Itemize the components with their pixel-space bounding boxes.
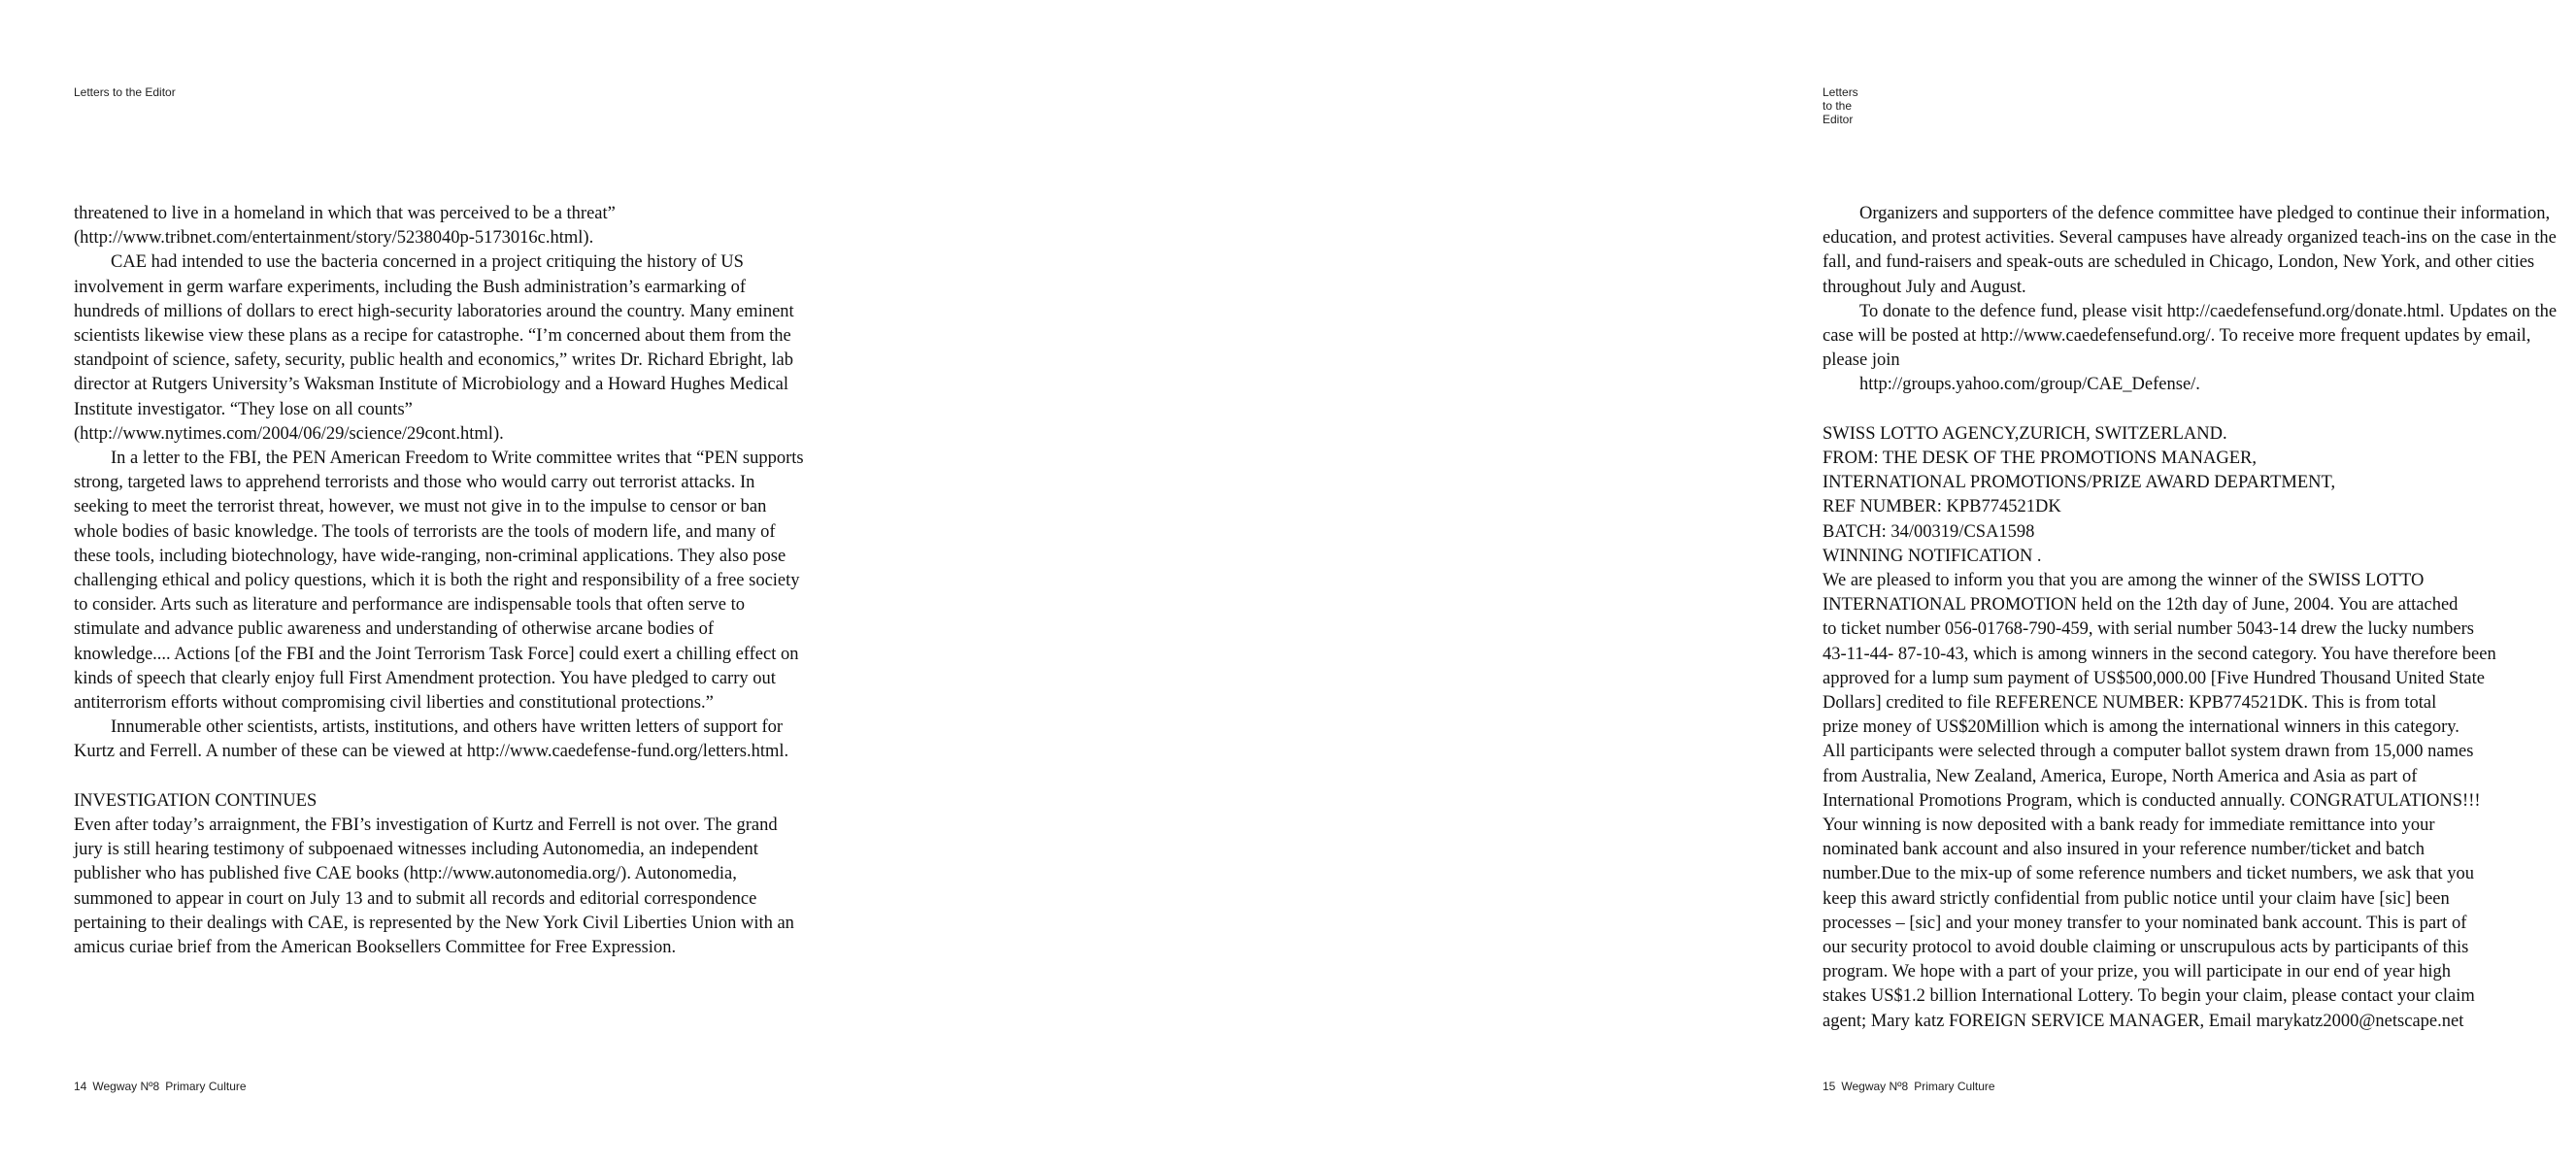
lotto-line: FROM: THE DESK OF THE PROMOTIONS MANAGER, [1823, 449, 2257, 469]
paragraph: Organizers and supporters of the defence committee have pledged to continue their information, education, and protest activities. Several campuses have already organized teach-ins on the case in the fall, and fund-raisers and speak-outs are scheduled in Chicago, London, New York, and other cities throughout July and August. [1823, 204, 2557, 297]
lotto-line: REF NUMBER: KPB774521DK [1823, 497, 2061, 517]
lotto-body-line: processes – [sic] and your money transfer to your nominated bank account. This is part of [1823, 913, 2467, 933]
publication-name: Wegway Nº8 [92, 1080, 160, 1093]
lotto-body-line: program. We hope with a part of your prize, you will participate in our end of year high [1823, 962, 2452, 982]
paragraph: To donate to the defence fund, please visit http://caedefensefund.org/donate.html. Updates on the case will be posted at http://www.caedefensefund.org/. To receive more frequent updates by email, please join [1823, 301, 2558, 371]
lotto-body-line: from Australia, New Zealand, America, Europe, North America and Asia as part of [1823, 766, 2418, 786]
left-page [0, 0, 874, 1165]
lotto-body [1823, 569, 2576, 1034]
section-heading: INVESTIGATION CONTINUES [74, 790, 318, 811]
right-page [874, 0, 2558, 1165]
lotto-body-line: keep this award strictly confidential from public notice until your claim have [sic] been [1823, 888, 2450, 909]
lotto-body-line: agent; Mary katz FOREIGN SERVICE MANAGER, Email marykatz2000@netscape.net [1823, 1011, 2464, 1031]
lotto-body-line: stakes US$1.2 billion International Lottery. To begin your claim, please contact your claim [1823, 986, 2475, 1007]
lotto-line: SWISS LOTTO AGENCY,ZURICH, SWITZERLAND. [1823, 423, 2227, 444]
lotto-body-line: International Promotions Program, which is conducted annually. CONGRATULATIONS!!! [1823, 790, 2481, 811]
running-head: Letters to the Editor [74, 85, 176, 99]
lotto-body-line: Dollars] credited to file REFERENCE NUMBER: KPB774521DK. This is from total [1823, 693, 2437, 714]
paragraph: In a letter to the FBI, the PEN American Freedom to Write committee writes that “PEN supports strong, targeted laws to apprehend terrorists and those who would carry out terrorist attacks. In seeking to meet the terrorist threat, however, we must not give in to the impulse to censor or ban whole bodies of basic knowledge. The tools of terrorists are the tools of modern life, and many of these tools, including biotechnology, have wide-ranging, non-criminal applications. They also pose challenging ethical and policy questions, which it is both the right and responsibility of a free society to consider. Arts such as literature and performance are indispensable tools that often serve to stimulate and advance public awareness and understanding of otherwise arcane bodies of knowledge.... Actions [of the FBI and the Joint Terrorism Task Force] could exert a chilling effect on kinds of speech that clearly enjoy full First Amendment protection. You have pledged to carry out antiterrorism efforts without compromising civil liberties and constitutional protections.” [74, 449, 804, 714]
body-text [74, 202, 804, 960]
lotto-body-line: approved for a lump sum payment of US$500,000.00 [Five Hundred Thousand United State [1823, 668, 2485, 688]
body-text [1823, 202, 2576, 1034]
page-footer [1823, 1080, 2001, 1093]
running-head: Letters to the Editor [1823, 85, 1858, 126]
paragraph: threatened to live in a homeland in which that was perceived to be a threat” (http://www.tribnet.com/entertainment/story/5238040p-5173016c.html). [74, 204, 616, 249]
paragraph: Innumerable other scientists, artists, institutions, and others have written letters of support for Kurtz and Ferrell. A number of these can be viewed at http://www.caedefense-fund.org/letters.html. [74, 717, 789, 762]
lotto-body-line: Your winning is now deposited with a bank ready for immediate remittance into your [1823, 816, 2435, 836]
paragraph: CAE had intended to use the bacteria concerned in a project critiquing the history of US involvement in germ warfare experiments, including the Bush administration’s earmarking of hundreds of millions of dollars to erect high-security laboratories around the country. Many eminent scientists likewise view these plans as a recipe for catastrophe. “I’m concerned about them from the standpoint of science, safety, security, public health and economics,” writes Dr. Richard Ebright, lab director at Rutgers University’s Waksman Institute of Microbiology and a Howard Hughes Medical Institute investigator. “They lose on all counts” (http://www.nytimes.com/2004/06/29/science/29cont.html). [74, 252, 794, 444]
lotto-body-line: INTERNATIONAL PROMOTION held on the 12th day of June, 2004. You are attached [1823, 595, 2459, 616]
section-name: Primary Culture [1914, 1080, 1995, 1093]
lotto-body-line: nominated bank account and also insured in your reference number/ticket and batch [1823, 840, 2425, 860]
lotto-line: WINNING NOTIFICATION . [1823, 546, 2042, 566]
lotto-body-line: All participants were selected through a computer ballot system drawn from 15,000 names [1823, 742, 2474, 762]
lotto-body-line: our security protocol to avoid double claiming or unscrupulous acts by participants of this [1823, 938, 2469, 958]
page-number: 14 [74, 1080, 87, 1093]
lotto-header [1823, 422, 2576, 569]
lotto-body-line: 43-11-44- 87-10-43, which is among winners in the second category. You have therefore been [1823, 644, 2496, 664]
lotto-body-line: prize money of US$20Million which is among the international winners in this category. [1823, 717, 2459, 738]
lotto-body-line: to ticket number 056-01768-790-459, with serial number 5043-14 drew the lucky numbers [1823, 619, 2474, 640]
paragraph-gap [74, 765, 804, 789]
paragraph: Even after today’s arraignment, the FBI’s investigation of Kurtz and Ferrell is not over. The grand jury is still hearing testimony of subpoenaed witnesses including Autonomedia, an independent publisher who has published five CAE books (http://www.autonomedia.org/). Autonomedia, summoned to appear in court on July 13 and to submit all records and editorial correspondence pertaining to their dealings with CAE, is represented by the New York Civil Liberties Union with an amicus curiae brief from the American Booksellers Committee for Free Expression. [74, 816, 794, 958]
page-footer [74, 1080, 252, 1093]
paragraph-gap [1823, 398, 2576, 422]
publication-name: Wegway Nº8 [1841, 1080, 1909, 1093]
lotto-body-line: number.Due to the mix-up of some reference numbers and ticket numbers, we ask that you [1823, 864, 2474, 884]
lotto-body-line: We are pleased to inform you that you are among the winner of the SWISS LOTTO [1823, 571, 2425, 591]
page-number: 15 [1823, 1080, 1836, 1093]
lotto-line: BATCH: 34/00319/CSA1598 [1823, 521, 2035, 542]
section-name: Primary Culture [165, 1080, 247, 1093]
paragraph: http://groups.yahoo.com/group/CAE_Defense/. [1859, 375, 2200, 395]
lotto-line: INTERNATIONAL PROMOTIONS/PRIZE AWARD DEPARTMENT, [1823, 473, 2336, 493]
